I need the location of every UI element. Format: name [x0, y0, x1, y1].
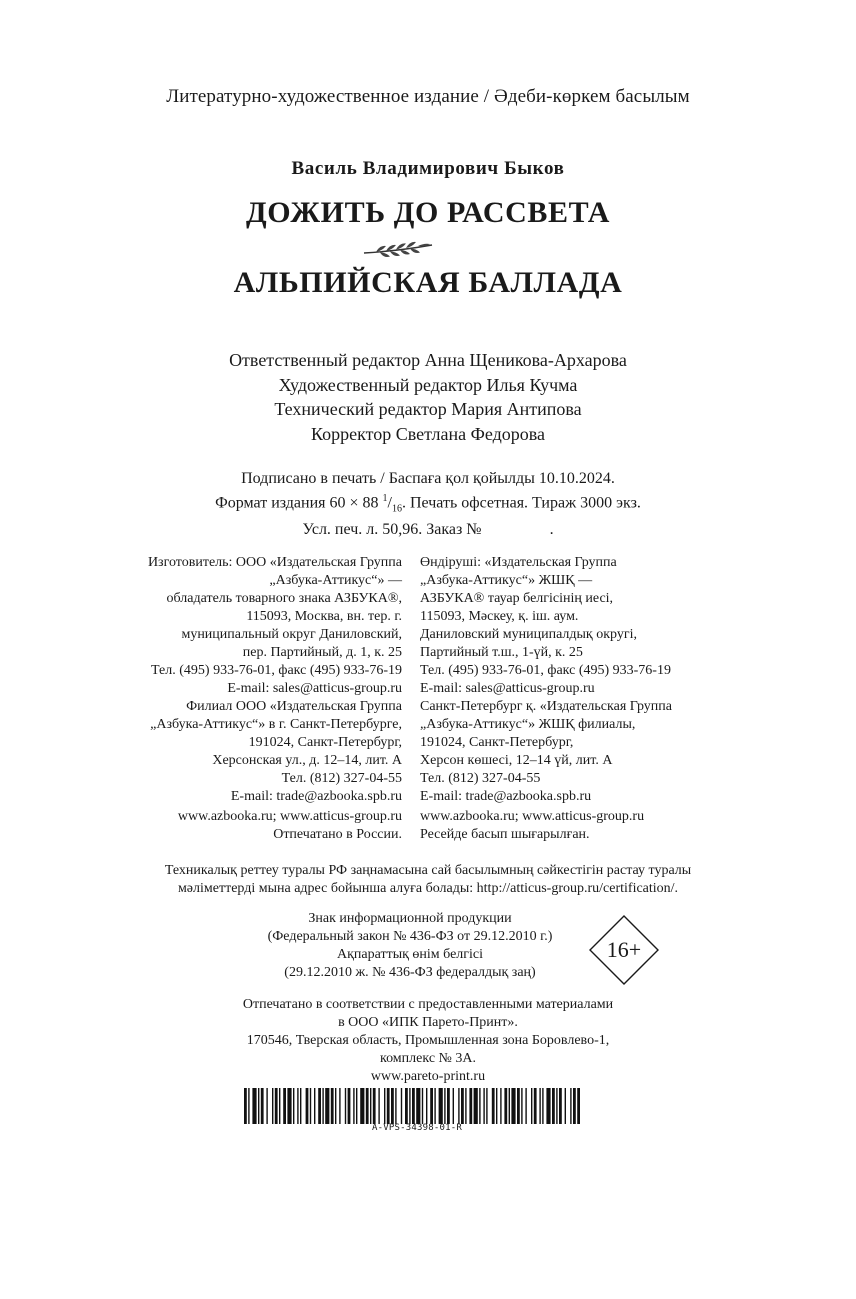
barcode-bar — [573, 1088, 576, 1124]
book-title-2: АЛЬПИЙСКАЯ БАЛЛАДА — [233, 266, 623, 299]
barcode-bar — [275, 1088, 278, 1124]
barcode — [244, 1088, 580, 1124]
tech-regulation-note: Техникалық реттеу туралы РФ заңнамасына сай басылымның сәйкестігін растау туралы мәліметтерді мына адрес бойынша алуға болады: http://atticus-group.ru/certification/. — [164, 863, 692, 896]
edition-type: Литературно-художественное издание / Әдеби-көркем басылым — [166, 86, 690, 107]
web-kz: www.azbooka.ru; www.atticus-group.ru Ресейде басып шығарылған. — [420, 809, 645, 842]
barcode-bar — [314, 1088, 315, 1124]
barcode-bar — [500, 1088, 501, 1124]
barcode-bar — [293, 1088, 294, 1124]
print-sheets: Усл. печ. л. 50,96. Заказ № . — [302, 520, 554, 538]
barcode-bar — [517, 1088, 520, 1124]
barcode-bar — [353, 1088, 354, 1124]
barcode-bar — [511, 1088, 515, 1124]
web-ru: www.azbooka.ru; www.atticus-group.ru Отпечатано в России. — [177, 809, 402, 842]
barcode-bar — [509, 1088, 510, 1124]
barcode-bar — [412, 1088, 415, 1124]
barcode-bar — [542, 1088, 543, 1124]
barcode-bar — [266, 1088, 267, 1124]
manufacturer-kz: Өндіруші: «Издательская Группа „Азбука-Аттикус“» ЖШҚ — АЗБУКА® тауар белгісінің иесі, 115093, Мәскеу, қ. іш. аум. Даниловский муниципалдық округі, Партийный т.ш., 1-үй, к. 25 Тел. (495) 933-76-01, факс (495) 933-76-19 E-mail: sales@atticus-group.ru — [420, 555, 671, 696]
age-rating-label: 16+ — [606, 937, 642, 962]
branch-kz: Санкт-Петербург қ. «Издательская Группа „Азбука-Аттикус“» ЖШҚ филиалы, 191024, Санкт-Петербург, Херсон көшесі, 12–14 үй, лит. А Тел. (812) 327-04-55 E-mail: trade@azbooka.spb.ru — [420, 699, 672, 804]
age-rating-badge — [588, 914, 660, 986]
credit-line: Художественный редактор Илья Кучма — [278, 374, 578, 395]
barcode-bar — [559, 1088, 562, 1124]
barcode-bar — [345, 1088, 346, 1124]
barcode-bar — [479, 1088, 480, 1124]
barcode-bar — [335, 1088, 336, 1124]
signed-to-print: Подписано в печать / Баспаға қол қойылды 10.10.2024. — [241, 470, 615, 487]
barcode-bar — [465, 1088, 466, 1124]
barcode-bar — [331, 1088, 334, 1124]
barcode-bar — [258, 1088, 259, 1124]
book-title-1: ДОЖИТЬ ДО РАССВЕТА — [245, 196, 611, 229]
barcode-bar — [401, 1088, 402, 1124]
barcode-bar — [322, 1088, 323, 1124]
barcode-bar — [279, 1088, 280, 1124]
author-name: Василь Владимирович Быков — [291, 158, 565, 179]
barcode-bar — [521, 1088, 522, 1124]
barcode-bar — [565, 1088, 566, 1124]
barcode-bar — [556, 1088, 557, 1124]
print-info — [0, 469, 856, 540]
barcode-bar — [546, 1088, 550, 1124]
barcode-bar — [525, 1088, 526, 1124]
barcode-bar — [570, 1088, 571, 1124]
barcode-bar — [366, 1088, 369, 1124]
credit-line: Корректор Светлана Федорова — [310, 423, 546, 444]
barcode-bar — [469, 1088, 472, 1124]
barcode-bar — [252, 1088, 256, 1124]
barcode-bar — [318, 1088, 321, 1124]
laurel-branch-icon — [362, 240, 434, 260]
barcode-bar — [416, 1088, 420, 1124]
edition-format: Формат издания 60 × 88 $^1/_{16}$. Печать офсетная. Тираж 3000 экз. — [215, 493, 641, 515]
barcode-bar — [534, 1088, 537, 1124]
barcode-bar — [426, 1088, 427, 1124]
barcode-bar — [539, 1088, 540, 1124]
info-product-mark: Знак информационной продукции (Федеральный закон № 436-ФЗ от 29.12.2010 г.) Ақпараттық өнім белгісі (29.12.2010 ж. № 436-ФЗ федералдық заң) — [267, 911, 553, 980]
credit-line: Технический редактор Мария Антипова — [274, 399, 582, 419]
barcode-bar — [461, 1088, 464, 1124]
barcode-bar — [458, 1088, 459, 1124]
barcode-bar — [422, 1088, 423, 1124]
barcode-bar — [552, 1088, 555, 1124]
barcode-bar — [483, 1088, 484, 1124]
printer-info: Отпечатано в соответствии с предоставленными материалами в ООО «ИПК Парето-Принт». 170546, Тверская область, Промышленная зона Боровлево-1, комплекс № 3А. www.pareto-print.ru — [242, 997, 614, 1084]
barcode-bar — [360, 1088, 364, 1124]
barcode-bar — [283, 1088, 286, 1124]
barcode-bar — [409, 1088, 410, 1124]
barcode-bar — [387, 1088, 390, 1124]
barcode-bar — [439, 1088, 443, 1124]
barcode-bar — [272, 1088, 273, 1124]
barcode-bar — [325, 1088, 329, 1124]
barcode-bar — [391, 1088, 394, 1124]
barcode-bar — [444, 1088, 445, 1124]
barcode-bar — [356, 1088, 357, 1124]
barcode-bar — [306, 1088, 309, 1124]
barcode-bar — [244, 1088, 247, 1124]
barcode-bar — [492, 1088, 495, 1124]
barcode-bar — [348, 1088, 351, 1124]
barcode-bar — [486, 1088, 487, 1124]
barcode-bar — [373, 1088, 376, 1124]
barcode-bar — [531, 1088, 532, 1124]
barcode-bar — [430, 1088, 433, 1124]
barcode-number: A-VPS-34398-01-R — [372, 1123, 462, 1133]
branch-ru: Филиал ООО «Издательская Группа „Азбука-Аттикус“» в г. Санкт-Петербурге, 191024, Санкт-Петербург, Херсонская ул., д. 12–14, лит. А Тел. (812) 327-04-55 E-mail: trade@azbooka.spb.ru — [150, 699, 402, 804]
barcode-bar — [577, 1088, 580, 1124]
barcode-bar — [504, 1088, 507, 1124]
barcode-bar — [384, 1088, 385, 1124]
barcode-bar — [261, 1088, 264, 1124]
barcode-bar — [339, 1088, 340, 1124]
barcode-bar — [496, 1088, 497, 1124]
barcode-bar — [378, 1088, 379, 1124]
credit-line: Ответственный редактор Анна Щеникова-Архарова — [229, 350, 627, 370]
barcode-bar — [453, 1088, 454, 1124]
barcode-bar — [370, 1088, 371, 1124]
barcode-bar — [474, 1088, 478, 1124]
manufacturer-ru: Изготовитель: ООО «Издательская Группа „Азбука-Аттикус“» — обладатель товарного знака АЗБУКА®, 115093, Москва, вн. тер. г. муниципальный округ Даниловский, пер. Партийный, д. 1, к. 25 Тел. (495) 933-76-01, факс (495) 933-76-19 E-mail: sales@atticus-group.ru — [147, 555, 402, 696]
barcode-bar — [405, 1088, 408, 1124]
barcode-bar — [287, 1088, 291, 1124]
barcode-bar — [447, 1088, 450, 1124]
barcode-bar — [434, 1088, 435, 1124]
editorial-credits — [0, 348, 856, 446]
barcode-bar — [300, 1088, 301, 1124]
barcode-bar — [297, 1088, 298, 1124]
barcode-bar — [310, 1088, 311, 1124]
barcode-bar — [395, 1088, 396, 1124]
barcode-bar — [248, 1088, 249, 1124]
